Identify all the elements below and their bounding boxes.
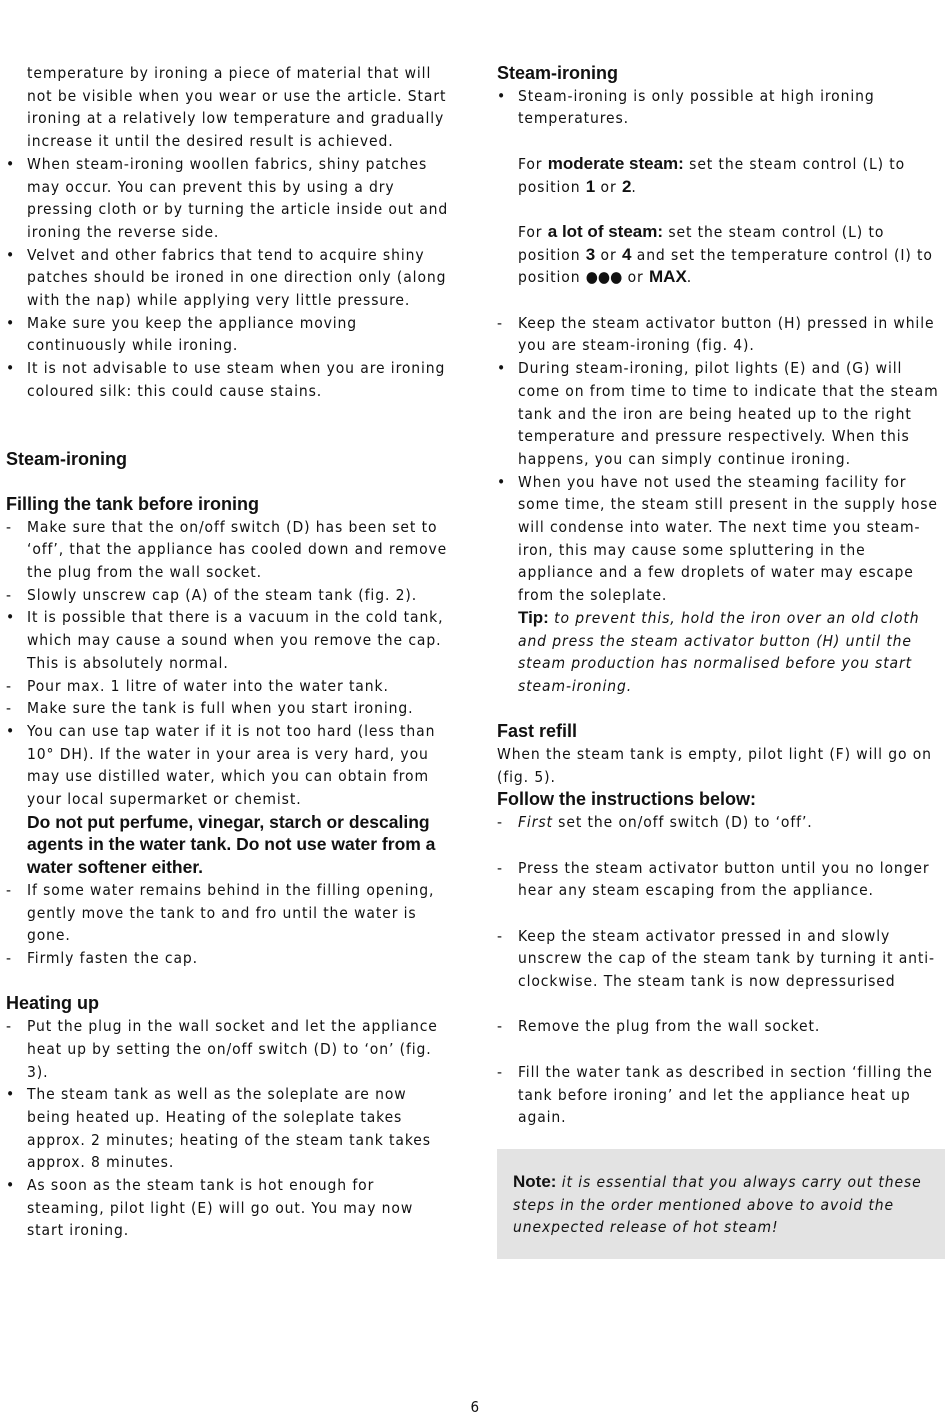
list-item-text: If some water remains behind in the filling opening, gently move the tank to and fro until the water is gone. [27, 880, 435, 945]
list-item-text: As soon as the steam tank is hot enough for steaming, pilot light (E) will go out. You may now start ironing. [27, 1176, 414, 1240]
list-item [497, 85, 945, 130]
list-item [497, 1061, 945, 1129]
list-item [497, 471, 945, 607]
list-item-text: Pour max. 1 litre of water into the water tank. [27, 676, 389, 695]
dash: - [497, 926, 503, 945]
first-emphasis: First [518, 813, 553, 832]
bullet: • [6, 154, 16, 173]
position-value: 4 [621, 244, 632, 264]
list-item [6, 720, 454, 811]
dash: - [6, 949, 12, 967]
tip-paragraph [497, 607, 945, 698]
list-item [6, 606, 454, 674]
position-value: 3 [585, 244, 596, 264]
text: For [518, 222, 548, 241]
dash: - [6, 517, 12, 536]
list-item-text: Velvet and other fabrics that tend to acquire shiny patches should be ironed in one direction only (along with the nap) while applying very little pressure. [27, 245, 447, 310]
text: . [631, 177, 637, 196]
list-item [6, 1083, 454, 1174]
list-item-text: It is possible that there is a vacuum in the cold tank, which may cause a sound when you remove the cap. This is absolutely normal. [27, 608, 444, 672]
list-item-text: Make sure the tank is full when you start ironing. [27, 699, 414, 718]
note-box [497, 1149, 945, 1259]
dash: - [497, 313, 503, 332]
dash: - [497, 1062, 503, 1081]
list-item [497, 857, 945, 902]
dash: - [6, 699, 12, 718]
list-item [6, 1174, 454, 1242]
list-item-text: It is not advisable to use steam when you are ironing coloured silk: this could cause stains. [27, 359, 446, 400]
list-item [6, 947, 454, 970]
list-item [6, 516, 454, 584]
list-item [497, 811, 945, 834]
bullet: • [6, 721, 16, 740]
list-item [6, 244, 454, 312]
page-number: 6 [470, 1398, 480, 1416]
position-value: 2 [621, 176, 632, 196]
max-label: MAX [649, 267, 687, 287]
bullet: • [497, 86, 507, 105]
list-item-text: Fill the water tank as described in section ‘filling the tank before ironing’ and let the appliance heat up again. [518, 1062, 933, 1127]
dash: - [497, 1017, 503, 1036]
dash: - [497, 813, 503, 832]
dash: - [6, 880, 12, 899]
list-item-text: During steam-ironing, pilot lights (E) and (G) will come on from time to time to indicate that the steam tank and the iron are being heated up to the right temperature and pressure respectively. When this happens, you can simply continue ironing. [518, 359, 939, 468]
note-text: it is essential that you always carry out these steps in the order mentioned above to avoid the unexpected release of hot steam! [513, 1172, 922, 1237]
bullet: • [6, 1085, 16, 1104]
list-item [497, 312, 945, 357]
dash: - [6, 1017, 12, 1036]
list-item [6, 584, 454, 607]
text: For [518, 154, 548, 173]
list-item [497, 925, 945, 993]
list-item [497, 357, 945, 471]
text: . [686, 268, 693, 287]
list-item-text: Slowly unscrew cap (A) of the steam tank (fig. 2). [27, 585, 418, 604]
fast-refill-text: When the steam tank is empty, pilot light (F) will go on (fig. 5). [497, 745, 932, 786]
left-column [6, 62, 454, 1242]
right-column [497, 62, 945, 1259]
instructions-title: Follow the instructions below: [497, 789, 756, 810]
dash: - [6, 676, 12, 695]
list-item [6, 697, 454, 720]
list-item-text: When steam-ironing woollen fabrics, shiny patches may occur. You can prevent this by using a dry pressing cloth or by turning the article inside out and ironing the reverse side. [27, 154, 449, 241]
list-item [6, 312, 454, 357]
text: and set the temperature control (I) to position [518, 245, 933, 287]
heating-title: Heating up [6, 993, 99, 1014]
bullet: • [6, 1176, 16, 1195]
position-value: 1 [585, 176, 596, 196]
dots-icon: ●●● [585, 268, 623, 287]
moderate-steam-label: moderate steam: [547, 153, 684, 173]
list-item [497, 1015, 945, 1038]
list-item-text: Press the steam activator button until you no longer hear any steam escaping from the appliance. [518, 858, 930, 900]
bullet: • [497, 472, 507, 491]
list-item-text: Make sure you keep the appliance moving continuously while ironing. [27, 313, 358, 355]
intro-paragraph [6, 62, 454, 153]
text: or [595, 177, 622, 196]
fast-refill-title: Fast refill [497, 721, 578, 742]
list-item-text: set the on/off switch (D) to ‘off’. [552, 813, 813, 832]
dash: - [6, 585, 12, 604]
intro-text: temperature by ironing a piece of material that will not be visible when you wear or use the article. Start ironing at a relatively low temperature and gradually increase it until the desired result is achieved. [27, 64, 447, 151]
list-item-text: Put the plug in the wall socket and let the appliance heat up by setting the on/off switch (D) to ‘on’ (fig. 3). [27, 1017, 438, 1081]
list-item-text: Remove the plug from the wall socket. [518, 1017, 821, 1036]
text: set the steam control (L) to position [518, 222, 885, 264]
bullet: • [6, 245, 16, 264]
bullet: • [6, 359, 16, 378]
list-item-text: The steam tank as well as the soleplate are now being heated up. Heating of the soleplate takes approx. 2 minutes; heating of the steam tank takes approx. 8 minutes. [27, 1085, 431, 1172]
list-item [6, 675, 454, 698]
tip-label: Tip: [518, 607, 549, 627]
list-item-text: Make sure that the on/off switch (D) has been set to ‘off’, that the appliance has cooled down and remove the plug from the wall socket. [27, 517, 448, 582]
section-title-steam-ironing: Steam-ironing [6, 448, 128, 469]
steam-ironing-title: Steam-ironing [497, 63, 619, 83]
bullet: • [497, 359, 507, 378]
bullet: • [6, 608, 16, 627]
list-item [6, 153, 454, 244]
text: or [622, 268, 649, 287]
list-item-text: Firmly fasten the cap. [27, 949, 199, 967]
note-label: Note: [513, 1171, 557, 1191]
lot-of-steam-paragraph [497, 221, 945, 289]
list-item [6, 357, 454, 402]
water-warning: Do not put perfume, vinegar, starch or descaling agents in the water tank. Do not use water from a water softener either. [27, 811, 436, 878]
list-item-text: You can use tap water if it is not too hard (less than 10° DH). If the water in your area is very hard, you may use distilled water, which you can obtain from your local supermarket or chemist. [27, 721, 436, 809]
list-item-text: Keep the steam activator button (H) pressed in while you are steam-ironing (fig. 4). [518, 313, 935, 355]
bullet: • [6, 313, 16, 332]
list-item-text: Keep the steam activator pressed in and slowly unscrew the cap of the steam tank by turning it anti-clockwise. The steam tank is now depressurised [518, 926, 935, 991]
list-item [6, 879, 454, 947]
moderate-steam-paragraph [497, 153, 945, 198]
filling-title: Filling the tank before ironing [6, 493, 260, 514]
list-item-text: Steam-ironing is only possible at high ironing temperatures. [518, 86, 875, 128]
list-item-text: When you have not used the steaming facility for some time, the steam still present in the supply hose will condense into water. The next time you steam-iron, this may cause some spluttering in the appliance and a few droplets of water may escape from the soleplate. [518, 472, 938, 605]
list-item [6, 1015, 454, 1083]
text: or [595, 245, 622, 264]
text: set the steam control (L) to position [518, 154, 906, 196]
lot-of-steam-label: a lot of steam: [547, 221, 664, 241]
dash: - [497, 858, 503, 877]
tip-text: to prevent this, hold the iron over an old cloth and press the steam activator button (H) until the steam production has normalised before you start steam-ironing. [518, 608, 920, 695]
